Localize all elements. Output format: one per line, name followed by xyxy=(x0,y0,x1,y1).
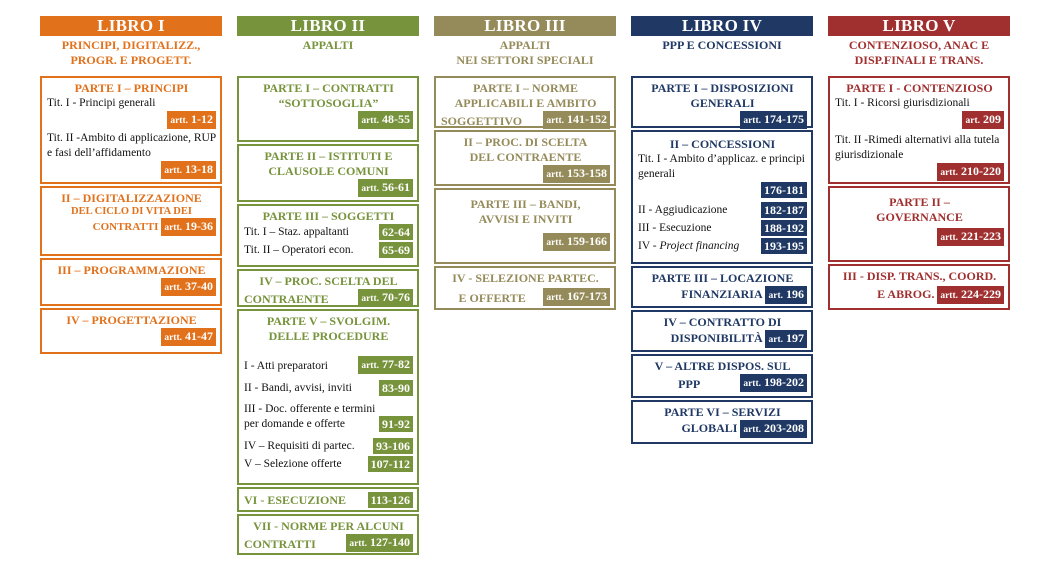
libro-3-parte-1: PARTE I – NORME APPLICABILI E AMBITO SOGGETTIVO artt. 141-152 xyxy=(434,76,616,128)
libro-3-column xyxy=(434,16,616,305)
articles-badge: art. 209 xyxy=(962,111,1004,129)
libro-3-parte-4: IV - SELEZIONE PARTEC. E OFFERTE artt. 167-173 xyxy=(434,266,616,310)
libro-4-header: LIBRO IV xyxy=(631,16,813,36)
articles-badge: artt. 198-202 xyxy=(740,374,807,392)
articles-badge: 113-126 xyxy=(368,492,413,508)
articles-badge: artt. 167-173 xyxy=(543,288,610,306)
articles-badge: artt. 127-140 xyxy=(346,534,413,552)
libro-1-header: LIBRO I xyxy=(40,16,222,36)
articles-badge: artt. 174-175 xyxy=(740,111,807,129)
libro-1-parte-4: IV – PROGETTAZIONE artt. 41-47 xyxy=(40,308,222,354)
articles-badge: 83-90 xyxy=(379,380,413,396)
articles-badge: artt. 224-229 xyxy=(937,286,1004,304)
articles-badge: artt. 159-166 xyxy=(543,233,610,251)
libro-5-parte-2: PARTE II – GOVERNANCE artt. 221-223 xyxy=(828,186,1010,262)
libro-1-subtitle: PRINCIPI, DIGITALIZZ., PROGR. E PROGETT. xyxy=(61,38,201,67)
articles-badge: artt. 48-55 xyxy=(358,111,413,129)
articles-badge: artt. 141-152 xyxy=(543,111,610,129)
articles-badge: 107-112 xyxy=(368,456,413,472)
articles-badge: artt. 153-158 xyxy=(543,165,610,183)
libro-5-subtitle: CONTENZIOSO, ANAC E DISP.FINALI E TRANS. xyxy=(848,38,990,67)
libro-1-parte-3: III – PROGRAMMAZIONE artt. 37-40 xyxy=(40,258,222,306)
libro-3-parte-3: PARTE III – BANDI, AVVISI E INVITI artt. 159-166 xyxy=(434,188,616,264)
libro-1-parte-1: PARTE I – PRINCIPI Tit. I - Principi generali artt. 1-12 Tit. II -Ambito di applicazione, RUP e fasi dell’affidamento artt. 13-18 xyxy=(40,76,222,184)
articles-badge: artt. 19-36 xyxy=(161,218,216,236)
libro-4-column xyxy=(631,16,813,435)
libro-2-header: LIBRO II xyxy=(237,16,419,36)
libro-4-parte-4: IV – CONTRATTO DI DISPONIBILITÀ art. 197 xyxy=(631,310,813,352)
articles-badge: artt. 56-61 xyxy=(358,179,413,197)
libro-2-parte-1: PARTE I – CONTRATTI “SOTTOSOGLIA” artt. 48-55 xyxy=(237,76,419,142)
libro-2-parte-7: VII - NORME PER ALCUNI CONTRATTI artt. 127-140 xyxy=(237,514,419,555)
libro-5-column xyxy=(828,16,1010,301)
libro-2-parte-3: PARTE III – SOGGETTI Tit. I – Staz. appaltanti 62-64 Tit. II – Operatori econ. 65-69 xyxy=(237,204,419,267)
libro-2-parte-4: IV – PROC. SCELTA DEL CONTRAENTE artt. 70-76 xyxy=(237,269,419,307)
articles-badge: art. 197 xyxy=(765,330,807,348)
libro-2-parte-2: PARTE II – ISTITUTI E CLAUSOLE COMUNI artt. 56-61 xyxy=(237,144,419,202)
libro-4-parte-2: II – CONCESSIONI Tit. I - Ambito d’applicaz. e principi generali 176-181 II - Aggiudicazione 182-187 III - Esecuzione 188-192 IV - Project financing 193-195 xyxy=(631,130,813,264)
articles-badge: 193-195 xyxy=(761,238,807,254)
libro-5-header: LIBRO V xyxy=(828,16,1010,36)
libro-1-parte-2: II – DIGITALIZZAZIONE DEL CICLO DI VITA DEI CONTRATTI artt. 19-36 xyxy=(40,186,222,256)
libro-4-parte-6: PARTE VI – SERVIZI GLOBALI artt. 203-208 xyxy=(631,400,813,444)
articles-badge: artt. 203-208 xyxy=(740,420,807,438)
libro-2-subtitle: APPALTI xyxy=(302,38,354,52)
articles-badge: 62-64 xyxy=(379,224,413,240)
libro-4-parte-3: PARTE III – LOCAZIONE FINANZIARIA art. 196 xyxy=(631,266,813,308)
articles-badge: 188-192 xyxy=(761,220,807,236)
libro-2-parte-5: PARTE V – SVOLGIM. DELLE PROCEDURE I - Atti preparatori artt. 77-82 II - Bandi, avvisi, inviti 83-90 III - Doc. offerente e termini per domande e offerte 91-92 IV – Requisiti di partec. 93-106 V – Selezione offerte 107-112 xyxy=(237,309,419,485)
articles-badge: 176-181 xyxy=(761,182,807,198)
libro-5-parte-3: III - DISP. TRANS., COORD. E ABROG. artt. 224-229 xyxy=(828,264,1010,310)
articles-badge: art. 196 xyxy=(765,286,807,304)
libro-5-parte-1: PARTE I - CONTENZIOSO Tit. I - Ricorsi giurisdizionali art. 209 Tit. II -Rimedi alternativi alla tutela giurisdizionale artt. 210-220 xyxy=(828,76,1010,184)
libro-4-subtitle: PPP E CONCESSIONI xyxy=(662,38,782,52)
articles-badge: artt. 210-220 xyxy=(937,163,1004,181)
articles-badge: 182-187 xyxy=(761,202,807,218)
articles-badge: artt. 41-47 xyxy=(161,328,216,346)
libro-3-subtitle: APPALTI NEI SETTORI SPECIALI xyxy=(456,38,594,67)
libro-4-parte-5: V – ALTRE DISPOS. SUL PPP artt. 198-202 xyxy=(631,354,813,398)
articles-badge: 93-106 xyxy=(373,438,413,454)
articles-badge: artt. 221-223 xyxy=(937,228,1004,246)
libro-4-parte-1: PARTE I – DISPOSIZIONI GENERALI artt. 174-175 xyxy=(631,76,813,128)
libro-2-column xyxy=(237,16,419,551)
libro-1-column xyxy=(40,16,222,343)
articles-badge: 65-69 xyxy=(379,242,413,258)
articles-badge: artt. 13-18 xyxy=(161,161,216,179)
articles-badge: 91-92 xyxy=(379,416,413,432)
libro-3-parte-2: II – PROC. DI SCELTA DEL CONTRAENTE artt. 153-158 xyxy=(434,130,616,186)
articles-badge: artt. 1-12 xyxy=(167,111,216,129)
articles-badge: artt. 77-82 xyxy=(358,356,413,374)
articles-badge: artt. 70-76 xyxy=(358,289,413,307)
libro-2-parte-6: VI - ESECUZIONE 113-126 xyxy=(237,487,419,512)
libro-3-header: LIBRO III xyxy=(434,16,616,36)
articles-badge: artt. 37-40 xyxy=(161,278,216,296)
